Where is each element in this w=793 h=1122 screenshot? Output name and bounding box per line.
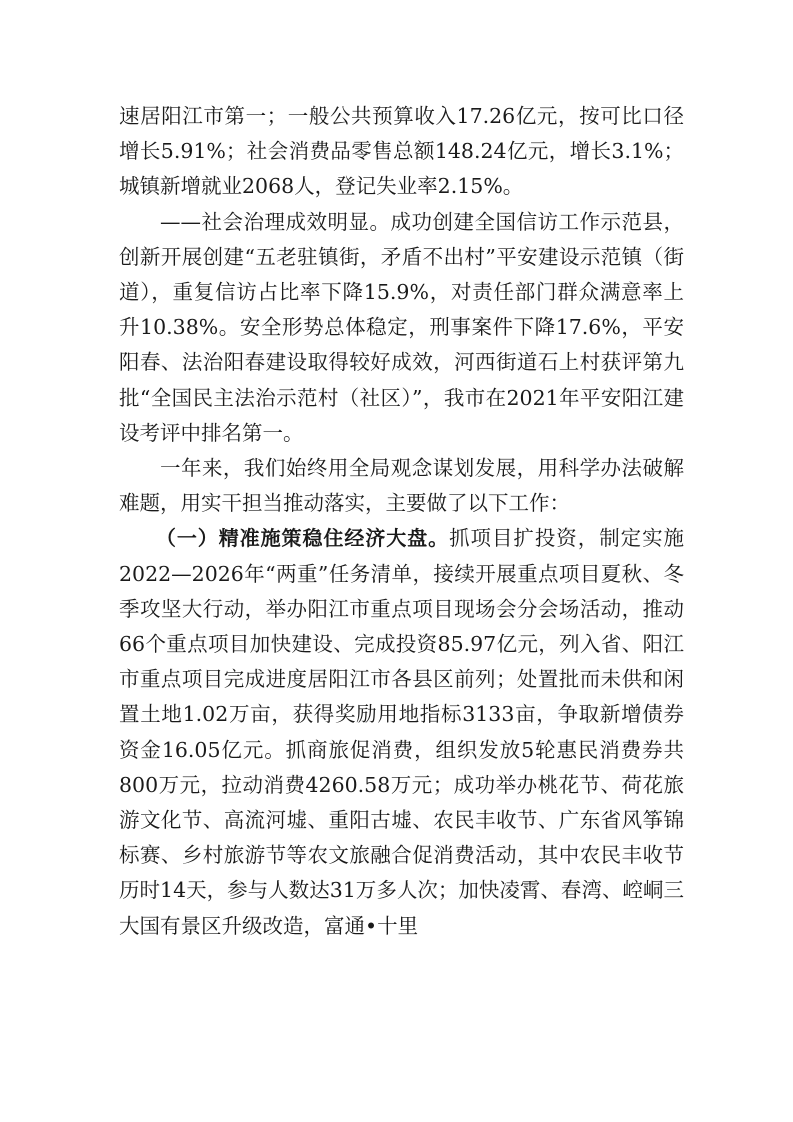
document-page [119,99,684,944]
paragraph-section-one [119,521,684,943]
section-heading: （一）精准施策稳住经济大盘。 [155,526,450,551]
paragraph-social-governance: ——社会治理成效明显。成功创建全国信访工作示范县，创新开展创建“五老驻镇街，矛盾不出村”平安建设示范镇（街道），重复信访占比率下降15.9%，对责任部门群众满意率上升10.38%。安全形势总体稳定，刑事案件下降17.6%，平安阳春、法治阳春建设取得较好成效，河西街道石上村获评第九批“全国民主法治示范村（社区）”，我市在2021年平安阳江建设考评中排名第一。 [119,209,684,445]
paragraph-economy-summary: 速居阳江市第一；一般公共预算收入17.26亿元，按可比口径增长5.91%；社会消费品零售总额148.24亿元，增长3.1%；城镇新增就业2068人，登记失业率2.15%。 [119,104,684,199]
section-body: 抓项目扩投资，制定实施2022—2026年“两重”任务清单，接续开展重点项目夏秋、冬季攻坚大行动，举办阳江市重点项目现场会分会场活动，推动66个重点项目加快建设、完成投资85.97亿元，列入省、阳江市重点项目完成进度居阳江市各县区前列；处置批而未供和闲置土地1.02万亩，获得奖励用地指标3133亩，争取新增债券资金16.05亿元。抓商旅促消费，组织发放5轮惠民消费券共800万元，拉动消费4260.58万元；成功举办桃花节、荷花旅游文化节、高流河墟、重阳古墟、农民丰收节、广东省风筝锦标赛、乡村旅游节等农文旅融合促消费活动，其中农民丰收节历时14天，参与人数达31万多人次；加快凌霄、春湾、崆峒三大国有景区升级改造，富通•十里 [119,526,685,938]
paragraph-work-overview: 一年来，我们始终用全局观念谋划发展，用科学办法破解难题，用实干担当推动落实，主要做了以下工作： [119,456,684,516]
